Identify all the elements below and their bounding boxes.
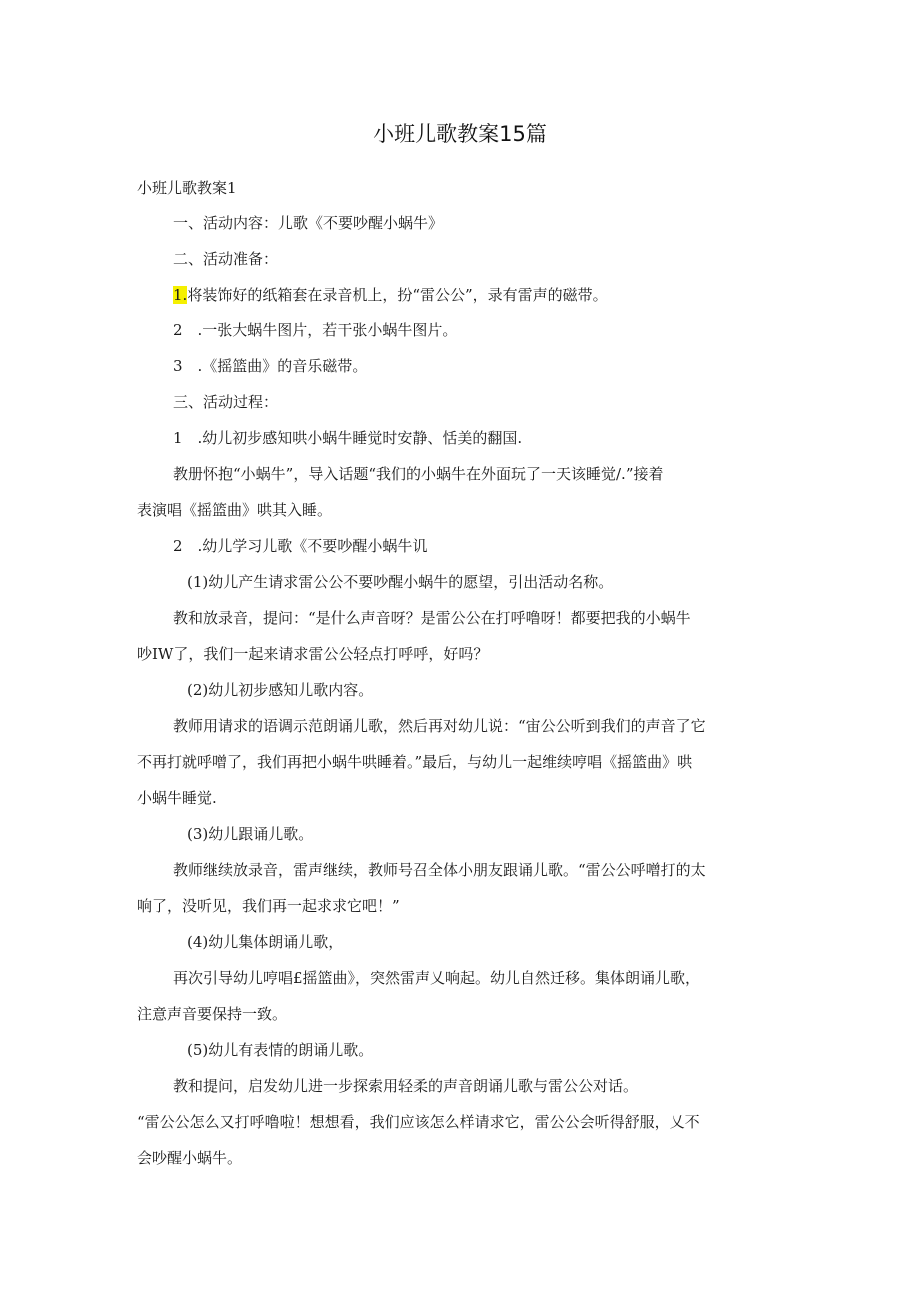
paragraph: 教师用请求的语调示范朗诵儿歌，然后再对幼儿说：“宙公公听到我们的声音了它 xyxy=(173,717,706,735)
paragraph: 1 .幼儿初步感知哄小蜗牛睡觉时安静、恬美的翻国. xyxy=(173,429,523,447)
paragraph: “雷公公怎么又打呼噜啦！想想看，我们应该怎么样请求它，雷公公会听得舒服，乂不 xyxy=(137,1113,700,1131)
sub-step: (3)幼儿跟诵儿歌。 xyxy=(187,825,314,843)
sub-step: (4)幼儿集体朗诵儿歌， xyxy=(187,933,344,951)
paragraph-continuation: 表演唱《摇篮曲》哄其入睡。 xyxy=(137,501,333,519)
paragraph: 一、活动内容：儿歌《不要吵醒小蜗牛》 xyxy=(173,214,444,232)
paragraph: 教师继续放录音，雷声继续，教师号召全体小朋友跟诵儿歌。“雷公公呼噌打的太 xyxy=(173,861,706,879)
document-title: 小班儿歌教案15篇 xyxy=(373,122,547,146)
paragraph-continuation: 吵IW了，我们一起来请求雷公公轻点打呼呼，好吗？ xyxy=(137,645,489,663)
paragraph: 2 .一张大蜗牛图片，若干张小蜗牛图片。 xyxy=(173,321,458,339)
sub-step: (1)幼儿产生请求雷公公不要吵醒小蜗牛的愿望，引出活动名称。 xyxy=(187,573,614,591)
sub-step: (2)幼儿初步感知儿歌内容。 xyxy=(187,681,374,699)
section-heading: 小班儿歌教案1 xyxy=(137,179,237,197)
paragraph-text: 将装饰好的纸箱套在录音机上，扮“雷公公”，录有雷声的磁带。 xyxy=(187,286,608,304)
paragraph-continuation: 注意声音要保持一致。 xyxy=(137,1005,288,1023)
paragraph-continuation: 不再打就呼噌了，我们再把小蜗牛哄睡着。”最后，与幼儿一起维续哼唱《摇篮曲》哄 xyxy=(137,753,693,771)
paragraph: 三、活动过程： xyxy=(173,393,279,411)
paragraph: 教册怀抱“小蜗牛”，导入话题“我们的小蜗牛在外面玩了一天该睡觉/.”接着 xyxy=(173,465,664,483)
paragraph: 再次引导幼儿哼唱£摇篮曲》，突然雷声乂响起。幼儿自然迁移。集体朗诵儿歌， xyxy=(173,969,701,987)
paragraph-continuation: 会吵醒小蜗牛。 xyxy=(137,1149,243,1167)
paragraph: 2 .幼儿学习儿歌《不要吵醒小蜗牛讥 xyxy=(173,537,428,555)
paragraph-continuation: 小蜗牛睡觉. xyxy=(137,789,217,807)
sub-step: (5)幼儿有表情的朗诵儿歌。 xyxy=(187,1041,374,1059)
paragraph: 教和提问，启发幼儿进一步探索用轻柔的声音朗诵儿歌与雷公公对话。 xyxy=(173,1077,639,1095)
paragraph: 教和放录音，提问：“是什么声音呀？是雷公公在打呼噜呀！都要把我的小蜗牛 xyxy=(173,609,691,627)
paragraph: 二、活动准备： xyxy=(173,250,279,268)
highlighted-number: 1. xyxy=(173,286,188,304)
paragraph: 3 .《摇篮曲》的音乐磁带。 xyxy=(173,357,368,375)
paragraph xyxy=(173,285,608,305)
paragraph-continuation: 响了，没听见，我们再一起求求它吧！” xyxy=(137,897,400,915)
